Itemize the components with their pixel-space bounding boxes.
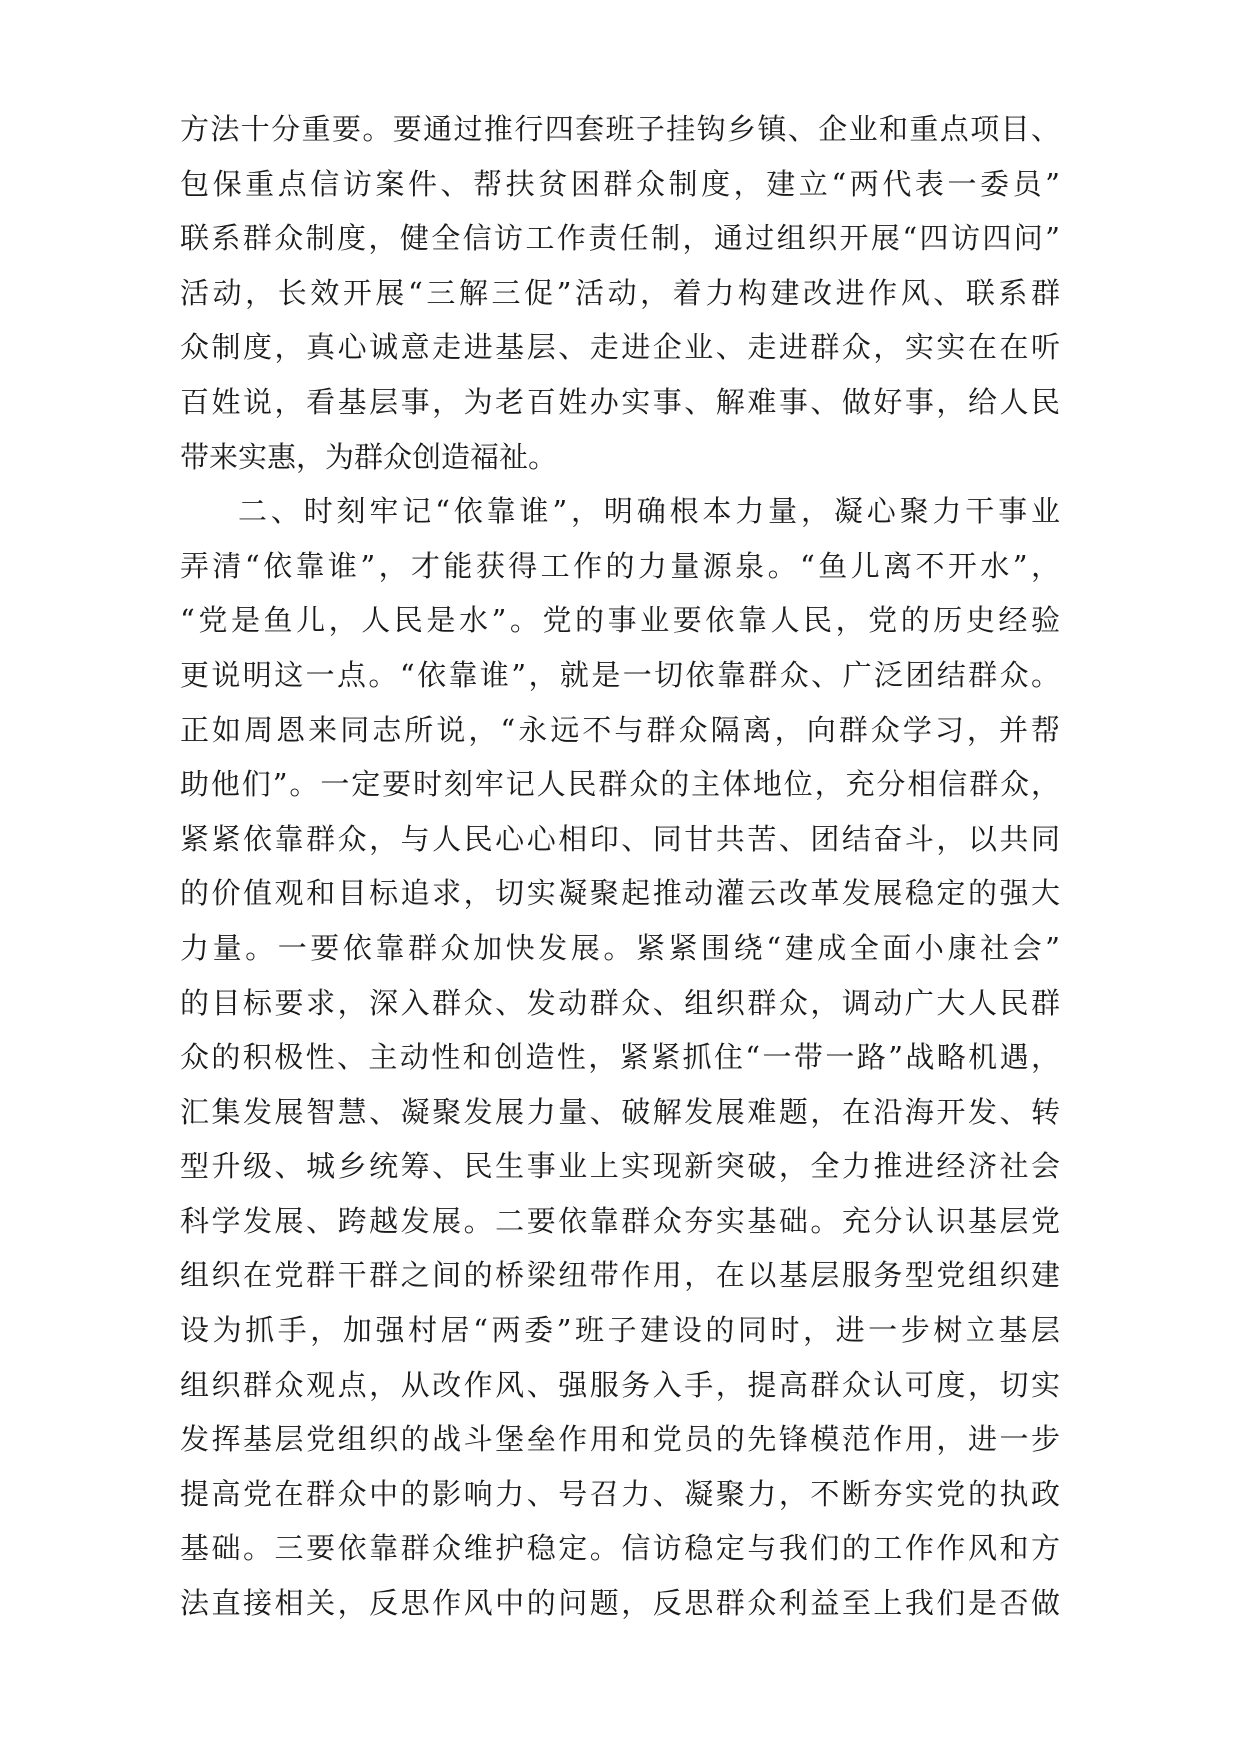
text-line: “党是鱼儿，人民是水”。党的事业要依靠人民，党的历史经验 [180, 603, 1060, 638]
text-line: 紧紧依靠群众，与人民心心相印、同甘共苦、团结奋斗，以共同 [180, 821, 1060, 856]
text-line: 更说明这一点。“依靠谁”，就是一切依靠群众、广泛团结群众。 [180, 657, 1060, 692]
text-line: 力量。一要依靠群众加快发展。紧紧围绕“建成全面小康社会” [180, 930, 1060, 965]
text-line: 法直接相关，反思作风中的问题，反思群众利益至上我们是否做 [180, 1586, 1060, 1621]
text-line: 发挥基层党组织的战斗堡垒作用和党员的先锋模范作用，进一步 [180, 1422, 1060, 1457]
text-line: 众的积极性、主动性和创造性，紧紧抓住“一带一路”战略机遇， [180, 1040, 1060, 1075]
text-line: 活动，长效开展“三解三促”活动，着力构建改进作风、联系群 [180, 275, 1060, 310]
section-heading: 二、时刻牢记“依靠谁”，明确根本力量，凝心聚力干事业 [238, 494, 1060, 529]
text-line: 众制度，真心诚意走进基层、走进企业、走进群众，实实在在听 [180, 330, 1060, 365]
text-line: 组织群众观点，从改作风、强服务入手，提高群众认可度，切实 [180, 1367, 1060, 1402]
text-line: 科学发展、跨越发展。二要依靠群众夯实基础。充分认识基层党 [180, 1203, 1060, 1238]
text-line: 的目标要求，深入群众、发动群众、组织群众，调动广大人民群 [180, 985, 1060, 1020]
text-line: 包保重点信访案件、帮扶贫困群众制度，建立“两代表一委员” [180, 166, 1060, 201]
text-line: 助他们”。一定要时刻牢记人民群众的主体地位，充分相信群众， [180, 767, 1060, 802]
text-line: 弄清“依靠谁”，才能获得工作的力量源泉。“鱼儿离不开水”， [180, 548, 1060, 583]
text-line: 型升级、城乡统筹、民生事业上实现新突破，全力推进经济社会 [180, 1149, 1060, 1184]
text-line: 组织在党群干群之间的桥梁纽带作用，在以基层服务型党组织建 [180, 1258, 1060, 1293]
text-line: 汇集发展智慧、凝聚发展力量、破解发展难题，在沿海开发、转 [180, 1094, 1060, 1129]
text-line: 百姓说，看基层事，为老百姓办实事、解难事、做好事，给人民 [180, 384, 1060, 419]
body-text [180, 102, 1060, 1631]
text-line: 带来实惠，为群众创造福祉。 [180, 439, 558, 474]
text-line: 提高党在群众中的影响力、号召力、凝聚力，不断夯实党的执政 [180, 1476, 1060, 1511]
text-line: 正如周恩来同志所说，“永远不与群众隔离，向群众学习，并帮 [180, 712, 1060, 747]
text-line: 基础。三要依靠群众维护稳定。信访稳定与我们的工作作风和方 [180, 1531, 1060, 1566]
text-line: 的价值观和目标追求，切实凝聚起推动灌云改革发展稳定的强大 [180, 876, 1060, 911]
text-line: 方法十分重要。要通过推行四套班子挂钩乡镇、企业和重点项目、 [180, 112, 1060, 146]
text-line: 联系群众制度，健全信访工作责任制，通过组织开展“四访四问” [180, 221, 1060, 256]
text-line: 设为抓手，加强村居“两委”班子建设的同时，进一步树立基层 [180, 1313, 1060, 1348]
